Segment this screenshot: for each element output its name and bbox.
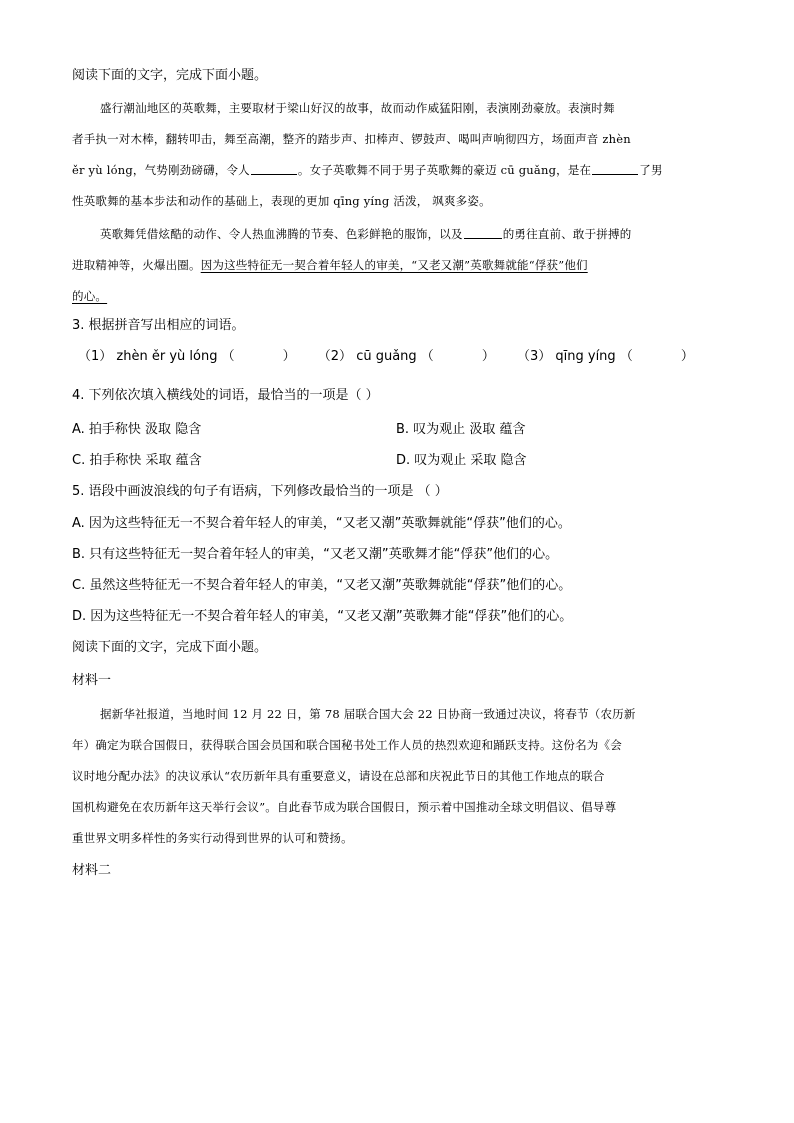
q3-item-2: （2） cū guǎng （ ） <box>317 349 495 364</box>
question-5-title: 5. 语段中画波浪线的句子有语病，下列修改最恰当的一项是 （ ） <box>72 484 448 499</box>
reading-instruction: 阅读下面的文字，完成下面小题。 <box>72 68 268 83</box>
passage1-line3: ěr yù lóng，气势刚劲磅礴，令人 。女子英歌舞不同于男子英歌舞的豪迈 cū guǎng，是在 了男 <box>72 163 663 177</box>
material1-line3: 议时地分配办法》的决议承认“农历新年具有重要意义，请设在总部和庆祝此节日的其他工作地点的联合 <box>72 769 605 783</box>
question-4-title: 4. 下列依次填入横线处的词语，最恰当的一项是（ ） <box>72 388 379 403</box>
q4-option-b[interactable]: B. 叹为观止 汲取 蕴含 <box>396 422 526 437</box>
q3-item-3: （3） qīng yíng （ ） <box>516 349 694 364</box>
q5-option-b[interactable]: B. 只有这些特征无一契合着年轻人的审美，“又老又潮”英歌舞才能“俘获”他们的心。 <box>72 547 559 562</box>
passage2-line3: 的心。 <box>72 289 108 303</box>
q5-option-d[interactable]: D. 因为这些特征无一不契合着年轻人的审美，“又老又潮”英歌舞才能“俘获”他们的心。 <box>72 609 573 624</box>
blank-3 <box>464 226 502 239</box>
q4-option-d[interactable]: D. 叹为观止 采取 隐含 <box>396 453 527 468</box>
material1-line2: 年）确定为联合国假日，获得联合国会员国和联合国秘书处工作人员的热烈欢迎和踊跃支持。这份名为《会 <box>72 738 622 752</box>
material-2-label: 材料二 <box>72 863 112 878</box>
passage1-line1: 盛行潮汕地区的英歌舞，主要取材于梁山好汉的故事，故而动作威猛阳刚，表演刚劲豪放。表演时舞 <box>100 101 615 115</box>
wavy-underlined-sentence: 因为这些特征无一契合着年轻人的审美，“又老又潮”英歌舞就能“俘获”他们 <box>200 258 588 272</box>
q4-option-c[interactable]: C. 拍手称快 采取 蕴含 <box>72 453 202 468</box>
blank-2 <box>592 162 638 175</box>
q3-item-1: （1） zhèn ěr yù lóng （ ） <box>78 349 296 364</box>
passage1-line2: 者手执一对木棒，翻转叩击，舞至高潮，整齐的踏步声、扣棒声、锣鼓声、喝叫声响彻四方，场面声音 zhèn <box>72 132 631 146</box>
q5-option-c[interactable]: C. 虽然这些特征无一不契合着年轻人的审美，“又老又潮”英歌舞就能“俘获”他们的心。 <box>72 578 572 593</box>
question-3-items <box>78 349 712 365</box>
passage2-line1: 英歌舞凭借炫酷的动作、令人热血沸腾的节奏、色彩鲜艳的服饰，以及 的勇往直前、敢于拼搏的 <box>100 227 632 241</box>
material1-line5: 重世界文明多样性的务实行动得到世界的认可和赞扬。 <box>72 831 353 845</box>
question-3-title: 3. 根据拼音写出相应的词语。 <box>72 318 245 333</box>
passage2-line2: 进取精神等，火爆出圈。因为这些特征无一契合着年轻人的审美，“又老又潮”英歌舞就能“俘获”他们 <box>72 258 588 272</box>
material1-line1: 据新华社报道，当地时间 12 月 22 日，第 78 届联合国大会 22 日协商一致通过决议，将春节（农历新 <box>100 707 636 721</box>
blank-1 <box>251 162 297 175</box>
material1-line4: 国机构避免在农历新年这天举行会议”。自此春节成为联合国假日，预示着中国推动全球文明倡议、倡导尊 <box>72 800 617 814</box>
reading-instruction-2: 阅读下面的文字，完成下面小题。 <box>72 640 268 655</box>
q4-option-a[interactable]: A. 拍手称快 汲取 隐含 <box>72 422 202 437</box>
passage1-line4: 性英歌舞的基本步法和动作的基础上，表现的更加 qīng yíng 活泼， 飒爽多姿。 <box>72 194 491 208</box>
material-1-label: 材料一 <box>72 673 112 688</box>
q5-option-a[interactable]: A. 因为这些特征无一不契合着年轻人的审美，“又老又潮”英歌舞就能“俘获”他们的心。 <box>72 516 571 531</box>
